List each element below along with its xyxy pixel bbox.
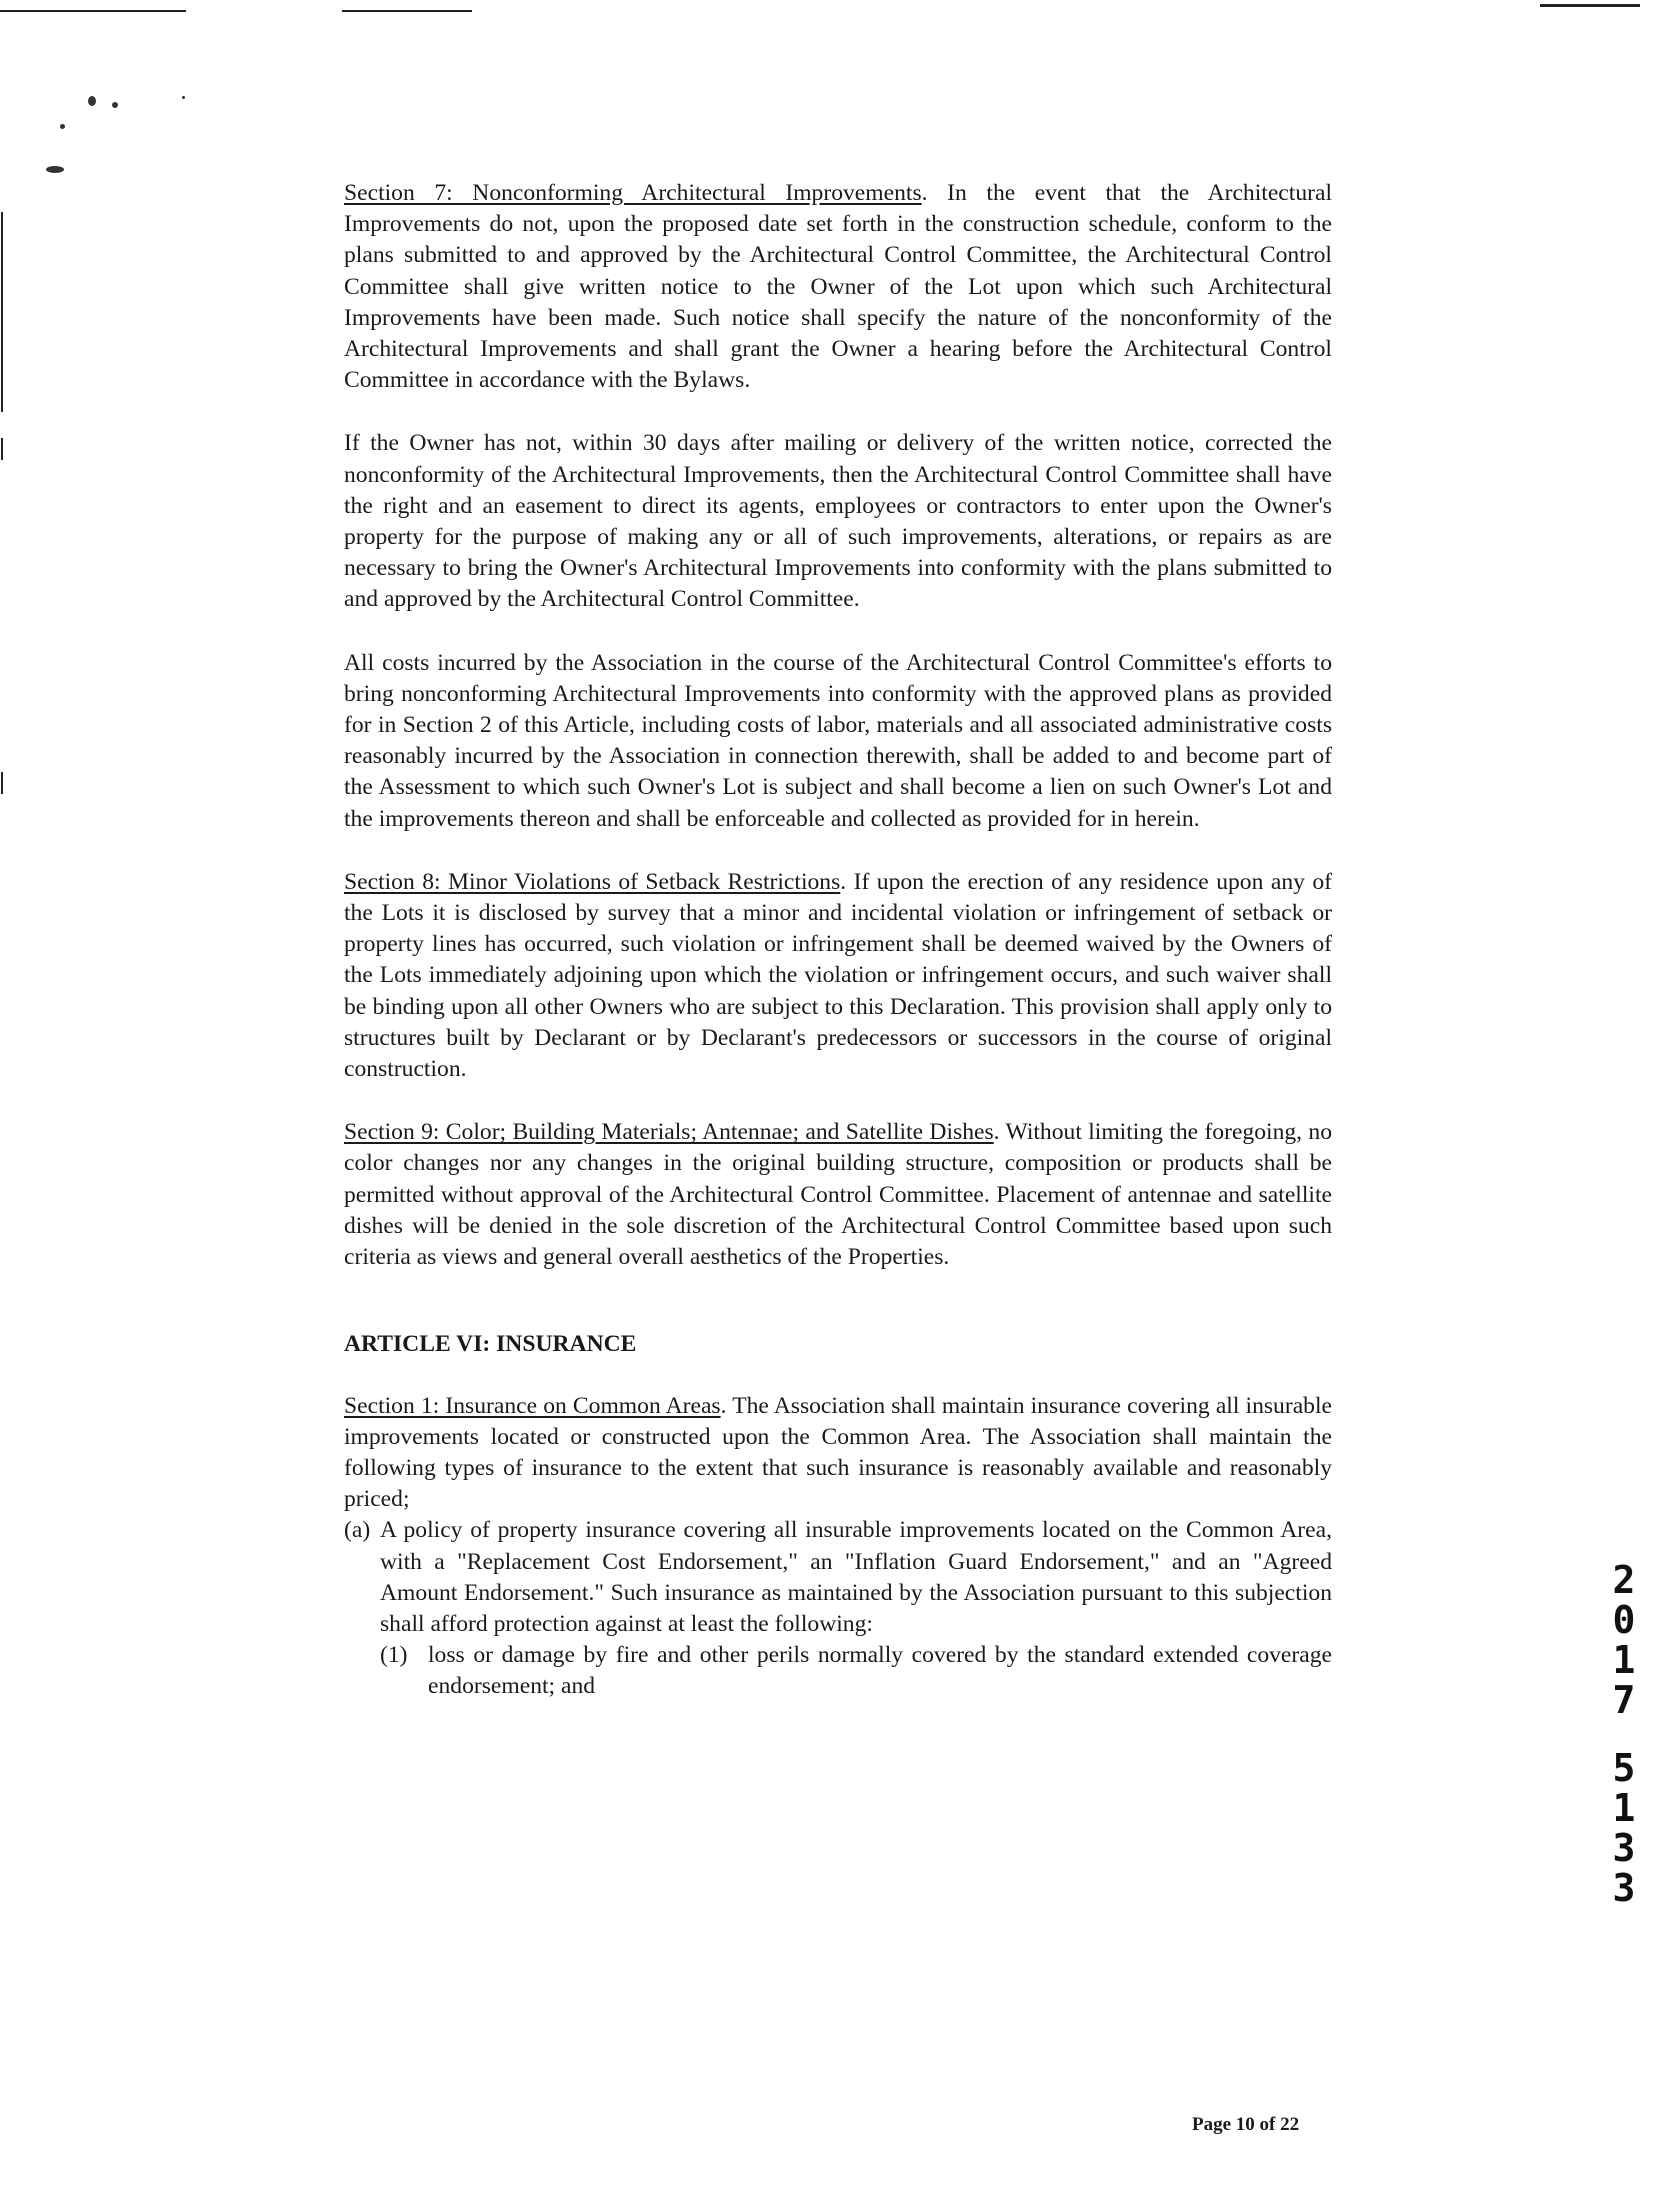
page-number: Page 10 of 22 bbox=[1192, 2114, 1300, 2135]
stamp-digit: 0 bbox=[1612, 1598, 1636, 1642]
stamp-digit: 2 bbox=[1612, 1558, 1636, 1602]
scan-artifact-line bbox=[1, 212, 3, 412]
stamp-digit: 1 bbox=[1612, 1786, 1636, 1830]
section7-heading: Section 7: Nonconforming Architectural Improvements bbox=[344, 180, 922, 206]
list-marker-1: (1) bbox=[380, 1642, 408, 1669]
section8-paragraph: Section 8: Minor Violations of Setback Restrictions. If upon the erection of any residence upon any of the Lots it is disclosed by survey that a minor and incidental violation or infringement of setback or property lines has occurred, such violation or infringement shall be deemed waived by the Owners of the Lots immediately adjoining upon which the violation or infringement occurs, and such waiver shall be binding upon all other Owners who are subject to this Declaration. This provision shall apply only to structures built by Declarant or by Declarant's predecessors or successors in the course of original construction. bbox=[344, 868, 1333, 1083]
stamp-digit: 3 bbox=[1612, 1866, 1636, 1910]
list-item-a-body bbox=[374, 1515, 1332, 1702]
article6-section1-paragraph: Section 1: Insurance on Common Areas. The Association shall maintain insurance covering all insurable improvements located or constructed upon the Common Area. The Association shall maintain the following types of insurance to the extent that such insurance is reasonably available and reasonably priced; bbox=[344, 1392, 1333, 1513]
section8-heading: Section 8: Minor Violations of Setback Restrictions bbox=[344, 868, 841, 895]
section9-heading: Section 9: Color; Building Materials; Antennae; and Satellite Dishes bbox=[344, 1119, 994, 1146]
section7-text: In the event that the Architectural Improvements do not, upon the proposed date set forth in the construction schedule, conform to the plans submitted to and approved by the Architectural Control Committee, the Architectural Control Committee shall give written notice to the Owner of the Lot upon which such Architectural Improvements have been made. Such notice shall specify the nature of the nonconformity of the Architectural Improvements and shall grant the Owner a hearing before the Architectural Control Committee in accordance with the Bylaws. bbox=[344, 180, 1333, 394]
stamp-digit: 3 bbox=[1612, 1826, 1636, 1870]
stamp-digit: 5 bbox=[1612, 1746, 1636, 1790]
scan-artifact-line bbox=[0, 10, 186, 12]
scan-artifact-line bbox=[1540, 4, 1640, 7]
list-item-a bbox=[344, 1515, 1332, 1702]
scan-speck bbox=[112, 102, 118, 108]
article-title: ARTICLE VI: INSURANCE bbox=[344, 1331, 637, 1358]
list-item-1-text: loss or damage by fire and other perils normally covered by the standard extended coverage endorsement; and bbox=[428, 1642, 1332, 1700]
scan-speck bbox=[60, 124, 65, 129]
section7-paragraph-3: All costs incurred by the Association in the course of the Architectural Control Committee's efforts to bring nonconforming Architectural Improvements into conformity with the approved plans as provided for in Section 2 of this Article, including costs of labor, materials and all associated administrative costs reasonably incurred by the Association in connection therewith, shall be added to and become part of the Assessment to which such Owner's Lot is subject and shall become a lien on such Owner's Lot and the improvements thereon and shall be enforceable and collected as provided for in herein. bbox=[344, 649, 1332, 832]
scan-artifact-line bbox=[342, 10, 472, 12]
scan-speck bbox=[88, 96, 96, 106]
recording-number-stamp bbox=[1602, 1560, 1646, 1908]
list-item-a-text: A policy of property insurance covering all insurable improvements located on the Common Area, with a "Replacement Cost Endorsement," an "Inflation Guard Endorsement," and an "Agreed Amount Endorsement." Such insurance as maintained by the Association pursuant to this subjection shall afford protection against at least the following: bbox=[380, 1517, 1332, 1637]
article6-section1-text: The Association shall maintain insurance covering all insurable improvements located or constructed upon the Common Area. The Association shall maintain the following types of insurance to the extent that such insurance is reasonably available and reasonably priced; bbox=[344, 1392, 1333, 1513]
section7-paragraph-1: Section 7: Nonconforming Architectural Improvements. In the event that the Architectural Improvements do not, upon the proposed date set forth in the construction schedule, conform to the plans submitted to and approved by the Architectural Control Committee, the Architectural Control Committee shall give written notice to the Owner of the Lot upon which such Architectural Improvements have been made. Such notice shall specify the nature of the nonconformity of the Architectural Improvements and shall grant the Owner a hearing before the Architectural Control Committee in accordance with the Bylaws. bbox=[344, 180, 1333, 394]
stamp-digit: 1 bbox=[1612, 1638, 1636, 1682]
section9-text: Without limiting the foregoing, no color changes nor any changes in the original building structure, composition or products shall be permitted without approval of the Architectural Control Committee. Placement of antennae and satellite dishes will be denied in the sole discretion of the Architectural Control Committee based upon such criteria as views and general overall aesthetics of the Properties. bbox=[344, 1119, 1333, 1271]
list-marker-a: (a) bbox=[344, 1517, 371, 1544]
scan-speck bbox=[46, 166, 64, 173]
article6-section1-heading: Section 1: Insurance on Common Areas bbox=[344, 1392, 721, 1419]
list-item-1 bbox=[380, 1640, 1332, 1702]
scan-artifact-line bbox=[1, 438, 3, 460]
scan-speck bbox=[182, 96, 185, 99]
scan-artifact-line bbox=[1, 772, 3, 794]
section8-text: If upon the erection of any residence upon any of the Lots it is disclosed by survey that a minor and incidental violation or infringement of setback or property lines has occurred, such violation or infringement shall be deemed waived by the Owners of the Lots immediately adjoining upon which the violation or infringement occurs, and such waiver shall be binding upon all other Owners who are subject to this Declaration. This provision shall apply only to structures built by Declarant or by Declarant's predecessors or successors in the course of original construction. bbox=[344, 868, 1333, 1083]
section7-paragraph-2: If the Owner has not, within 30 days after mailing or delivery of the written notice, corrected the nonconformity of the Architectural Improvements, then the Architectural Control Committee shall have the right and an easement to direct its agents, employees or contractors to enter upon the Owner's property for the purpose of making any or all of such improvements, alterations, or repairs as are necessary to bring the Owner's Architectural Improvements into conformity with the plans submitted to and approved by the Architectural Control Committee. bbox=[344, 430, 1332, 613]
stamp-gap bbox=[1602, 1720, 1646, 1748]
stamp-digit: 7 bbox=[1612, 1678, 1636, 1722]
document-body bbox=[344, 178, 1332, 1703]
section9-paragraph: Section 9: Color; Building Materials; Antennae; and Satellite Dishes. Without limiting the foregoing, no color changes nor any changes in the original building structure, composition or products shall be permitted without approval of the Architectural Control Committee. Placement of antennae and satellite dishes will be denied in the sole discretion of the Architectural Control Committee based upon such criteria as views and general overall aesthetics of the Properties. bbox=[344, 1119, 1333, 1271]
